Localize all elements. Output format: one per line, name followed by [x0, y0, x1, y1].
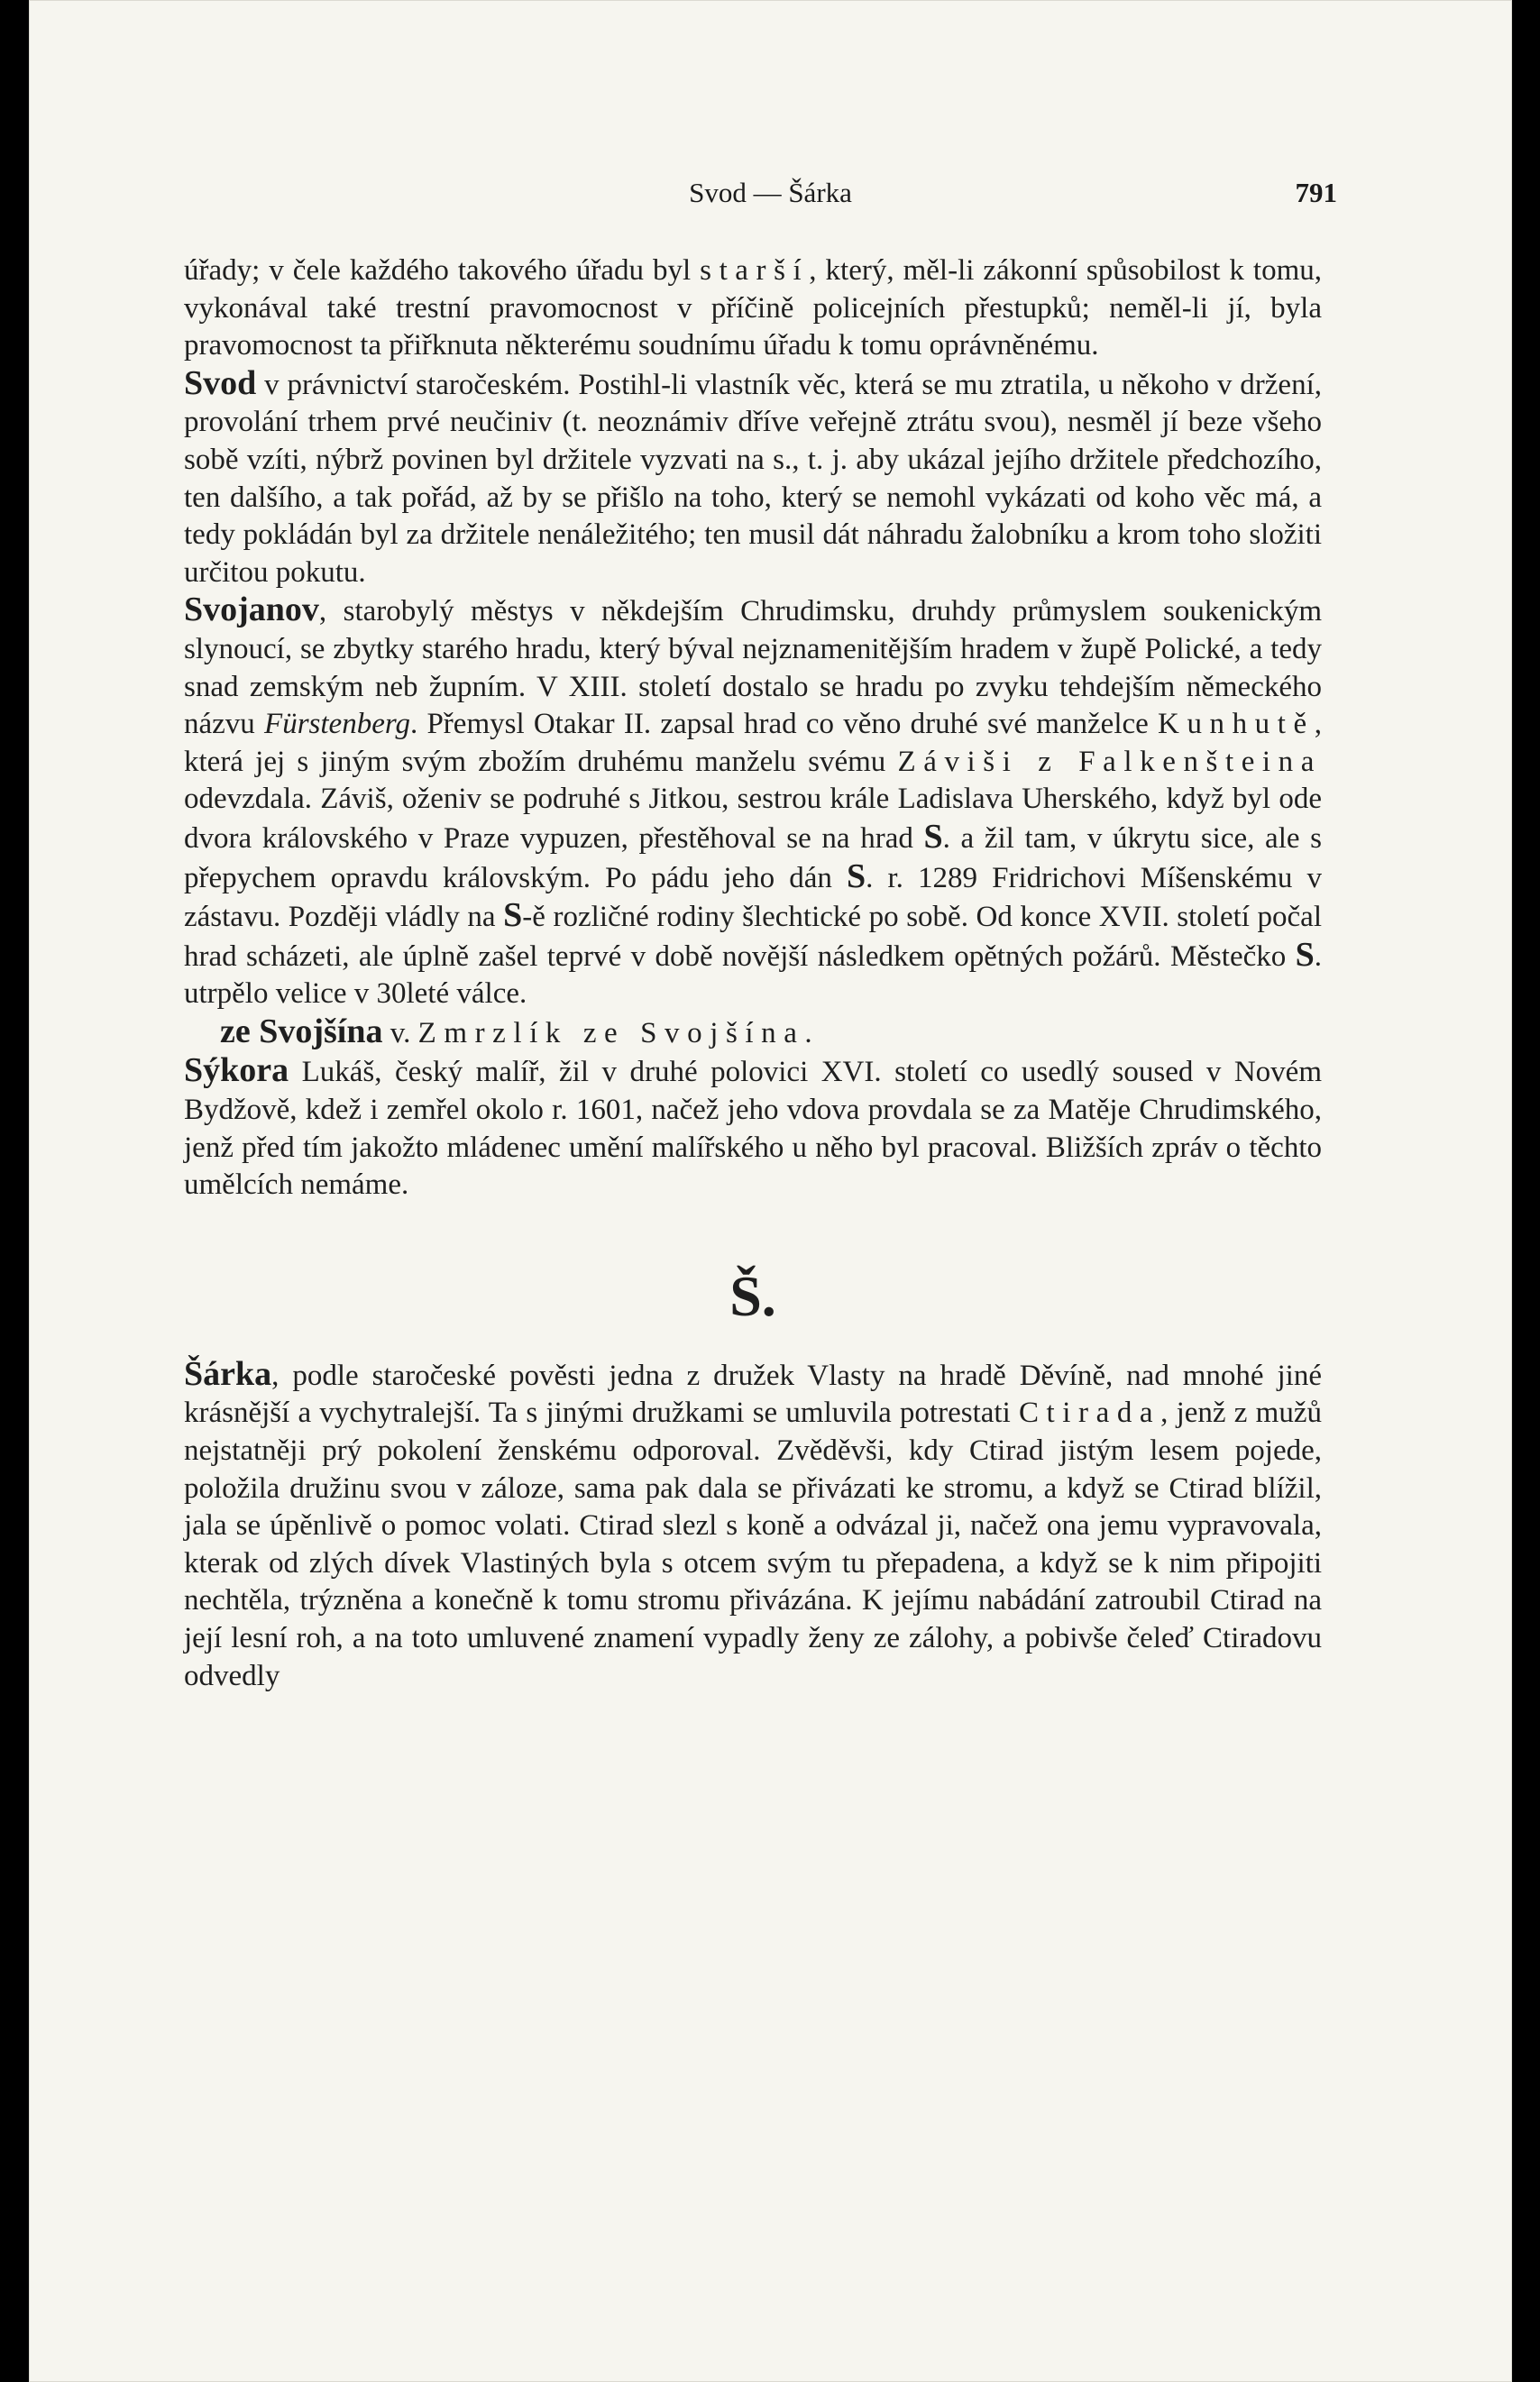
section-letter: Š. — [729, 1263, 776, 1328]
entry-headword: Šárka — [184, 1354, 272, 1393]
entry-headword: Svojšína — [259, 1012, 383, 1050]
running-head: Svod — Šárka — [689, 177, 852, 208]
entry-text: . a žil tam, v úkrytu sice, ale s přepychem opravdu královským. Po pádu jeho dán — [184, 821, 1323, 894]
entry-text: Lukáš, český malíř, žil v druhé polovici XVI. století co usedlý soused v Novém Bydžově, kdež i zemřel okolo r. 1601, načež jeho vdova provdala se za Matěje Chrudimského, jenž před tím jakožto mládenec umění malířského u něho byl pracoval. Bližších zpráv o těchto umělcích nemáme. — [184, 1056, 1322, 1202]
entry-svojanov — [184, 591, 1322, 1013]
entry-text: -ě rozličné rodiny šlechtické po sobě. Od konce XVII. století počal hrad scházeti, ale úplně zašel teprvé v době novější následkem opětných požárů. Městečko — [184, 901, 1322, 973]
page-number: 791 — [1295, 177, 1337, 208]
page-header — [29, 177, 1512, 220]
continuation-paragraph — [184, 252, 1322, 365]
entry-headword: Svod — [184, 363, 257, 402]
continuation-rest: , který, měl-li zákonní spůsobilost k tomu, vykonával také trestní pravomocnost v příčině policejních přestupků; neměl-li jí, byla pravomocnost ta přiřknuta některému soudnímu úřadu k tomu oprávněnému. — [184, 254, 1322, 362]
abbrev-headword: S — [503, 896, 523, 935]
entry-svojsina — [184, 1013, 1322, 1053]
italic-term: Fürstenberg — [264, 708, 410, 741]
abbrev-headword: S — [1295, 935, 1315, 974]
entry-sarka — [184, 1356, 1322, 1695]
entry-text: , starobylý městys v někdejším Chrudimsku, druhdy průmyslem soukenickým slynoucí, se zbytky starého hradu, který býval nejznamenitějším hradem v župě Polické, a tedy snad zemským neb župním. V XIII. století dostalo se hradu po zvyku tehdejším německého názvu — [184, 595, 1322, 741]
abbrev-headword: S — [923, 817, 943, 856]
entry-text: . — [804, 1016, 812, 1049]
page — [29, 0, 1512, 2382]
spaced-term: starší — [700, 254, 810, 287]
entry-text: . r. 1289 Fridrichovi Míšenskému v zástavu. Později vládly na — [184, 861, 1323, 934]
entry-text: v. — [382, 1016, 418, 1049]
entry-text: v právnictví staročeském. Postihl-li vlastník věc, která se mu ztratila, u někoho v držení, provolání trhem prvé neučiniv (t. neoznámiv dříve veřejně ztrátu svou), nesměl jí beze všeho sobě vzíti, nýbrž povinen byl držitele vyzvati na s., t. j. aby ukázal jejího držitele předchozího, ten dalšího, a tak pořád, až by se přišlo na toho, který se nemohl vykázati od koho věc má, a tedy pokládán byl za držitele nenáležitého; ten musil dát náhradu žalobníku a krom toho složiti určitou pokutu. — [184, 368, 1322, 589]
entry-prefix: ze — [220, 1012, 260, 1050]
continuation-text: úřady; v čele každého takového úřadu byl — [184, 254, 701, 287]
entry-headword: Svojanov — [184, 591, 319, 629]
entry-sykora — [184, 1052, 1322, 1204]
entry-text: . utrpělo velice v 30leté válce. — [184, 939, 1322, 1011]
spaced-term: Ctirada — [1018, 1397, 1161, 1430]
cross-reference: Zmrzlík ze Svojšína — [417, 1016, 805, 1049]
entry-svod — [184, 365, 1322, 592]
spaced-term: Záviši z Falkenšteina — [897, 745, 1322, 778]
body-text — [184, 252, 1322, 1695]
spaced-term: Kunhutě — [1158, 708, 1315, 741]
entry-text: . Přemysl Otakar II. zapsal hrad co věno druhé své manželce — [409, 708, 1159, 741]
entry-headword: Sýkora — [184, 1051, 289, 1090]
entry-text: , která jej s jiným svým zbožím druhému manželu svému — [184, 708, 1322, 778]
entry-text: odevzdala. Záviš, oženiv se podruhé s Jitkou, sestrou krále Ladislava Uherského, když byl ode dvora královského v Praze vypuzen, přestěhoval se na hrad — [184, 783, 1322, 855]
abbrev-headword: S — [847, 857, 866, 895]
entry-text: , jenž z mužů nejstatněji prý pokolení ženskému odporoval. Zvěděvši, kdy Ctirad jistým lesem pojede, položila družinu svou v záloze, sama pak dala se přivázati ke stromu, a když se Ctirad blížil, jala se úpěnlivě o pomoc volati. Ctirad slezl s koně a odvázal ji, načež ona jemu vypravovala, kterak od zlých dívek Vlastiných byla s otcem svým tu přepadena, a když se k nim připojiti nechtěla, trýzněna a konečně k tomu stromu přivázána. K jejímu nabádání zatroubil Ctirad na její lesní roh, a na toto umluvené znamení vypadly ženy ze zálohy, a pobivše čeleď Ctiradovu odvedly — [184, 1397, 1322, 1692]
entry-text: , podle staročeské pověsti jedna z družek Vlasty na hradě Děvíně, nad mnohé jiné krásnější a vychytralejší. Ta s jinými družkami se umluvila potrestati — [184, 1359, 1322, 1430]
